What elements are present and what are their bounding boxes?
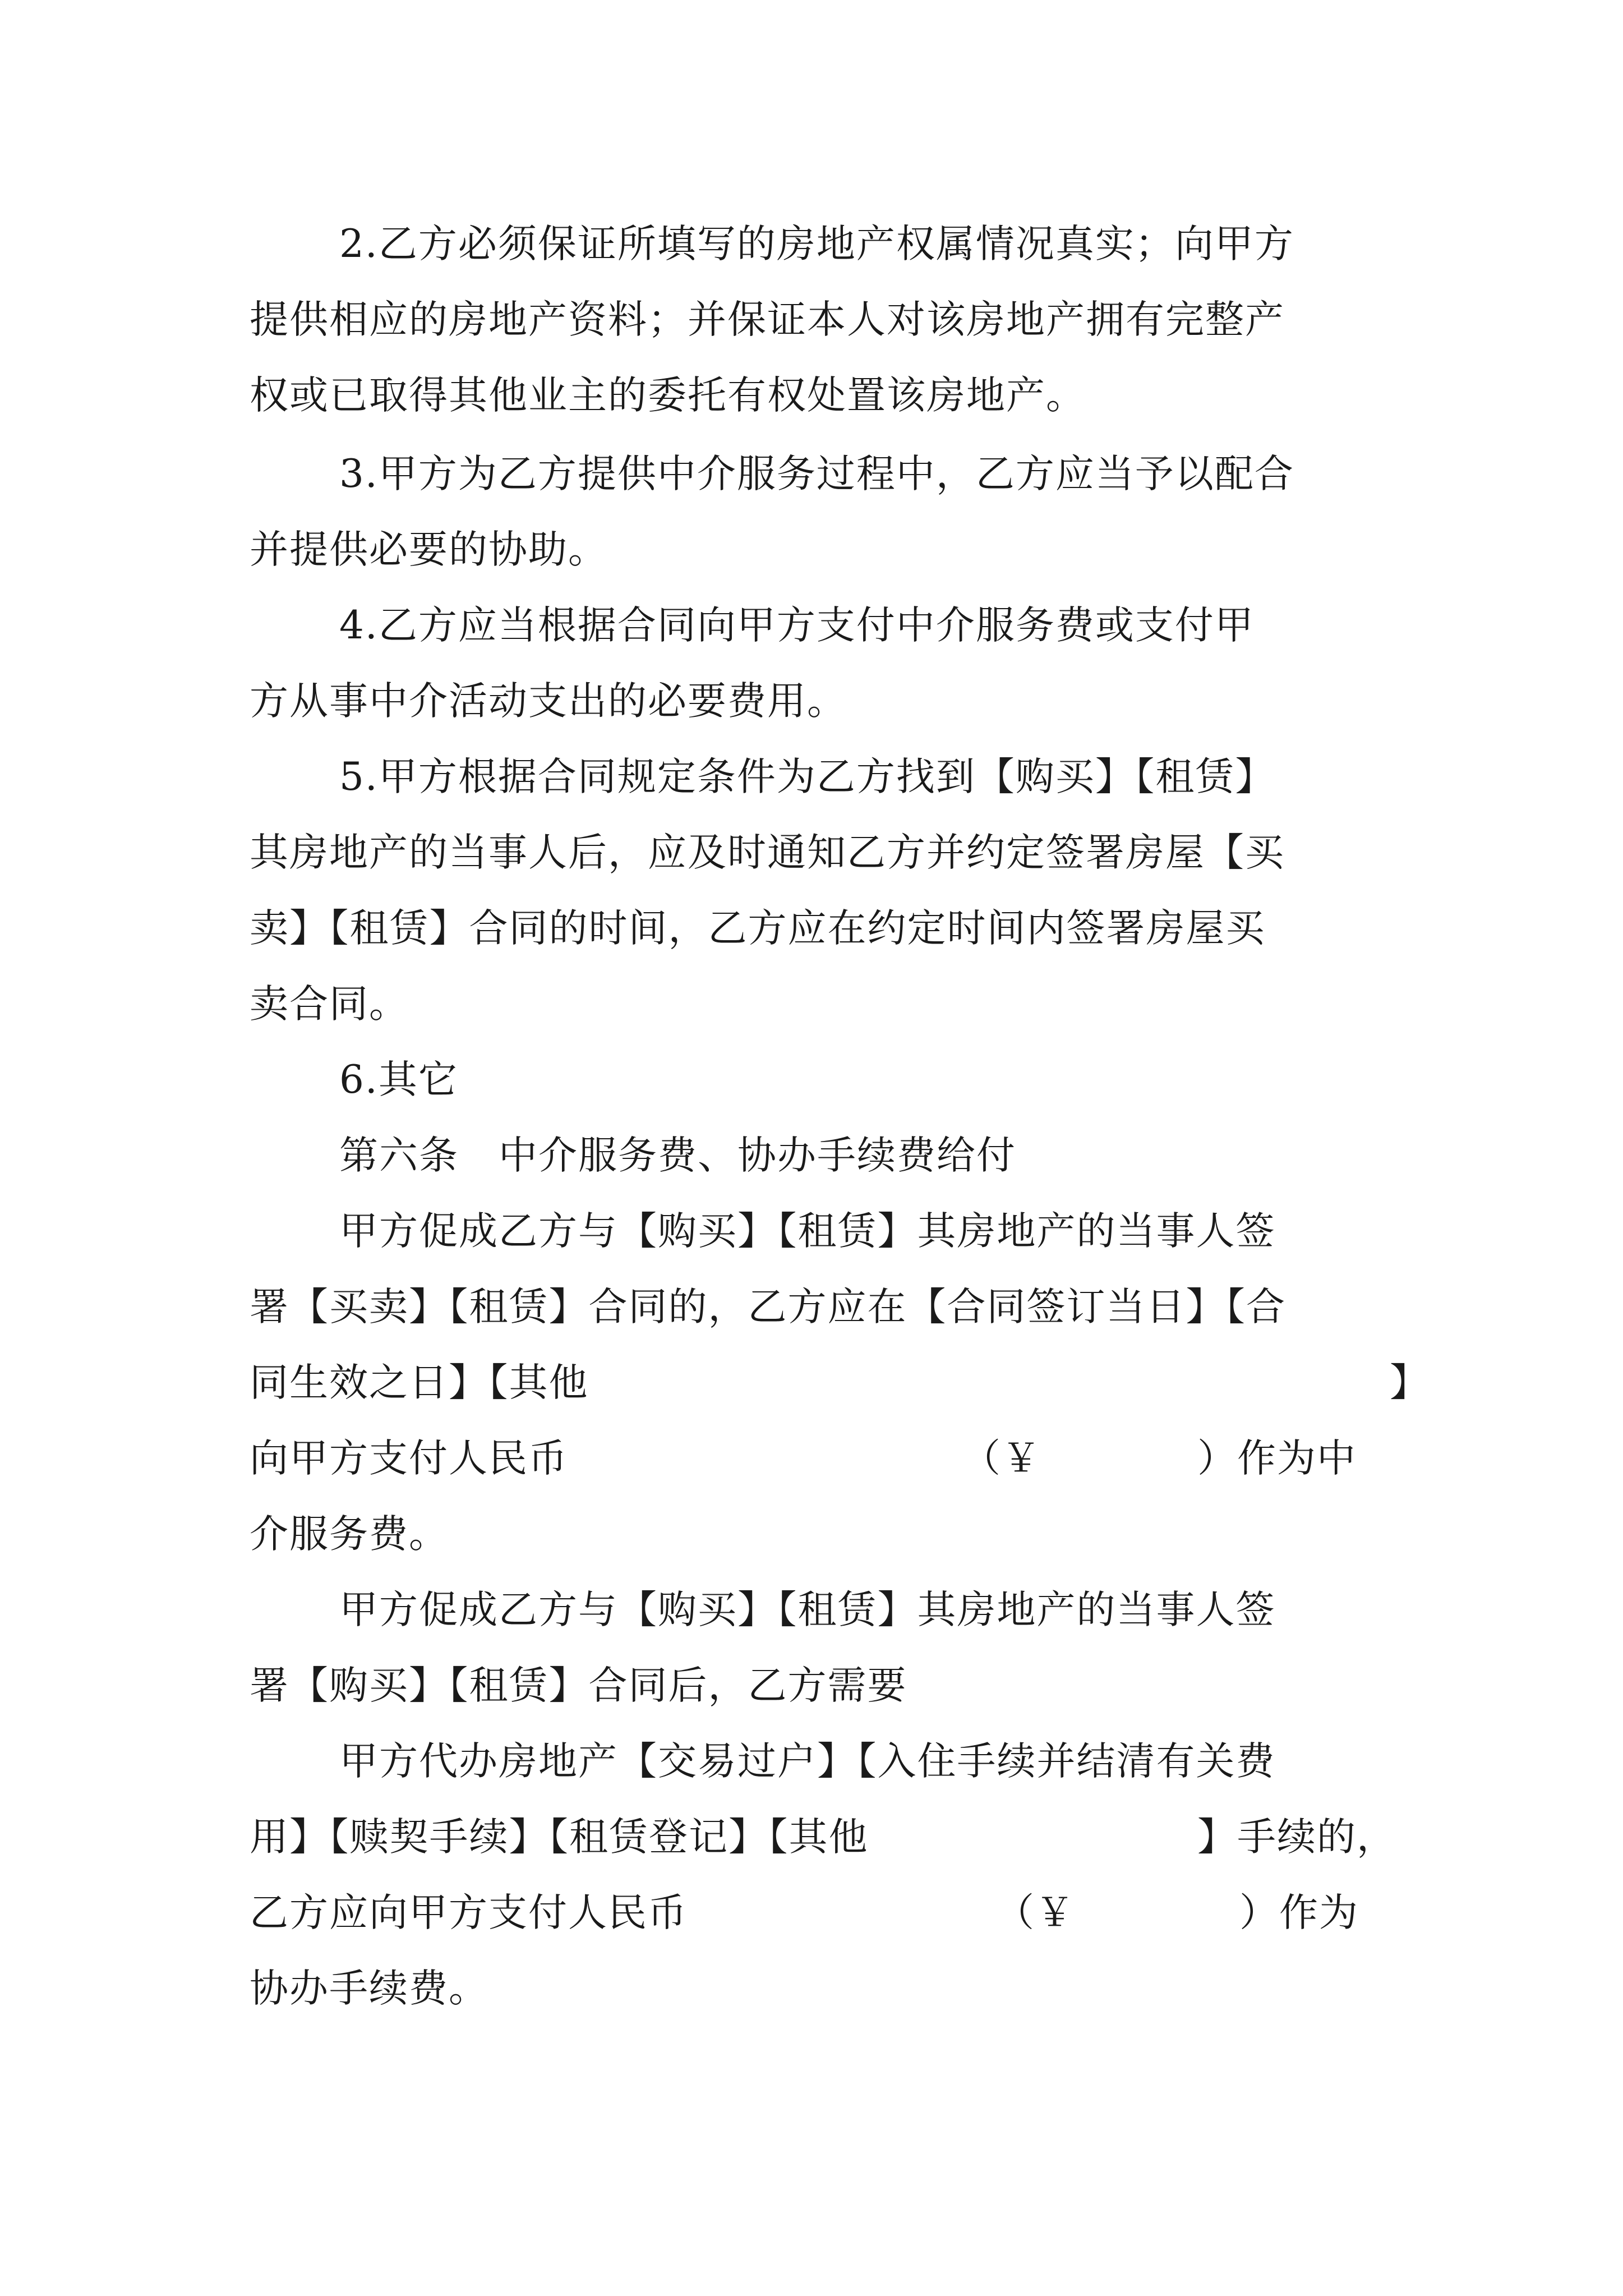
- clause-5-line-1: 5.甲方根据合同规定条件为乙方找到【购买】【租赁】: [339, 754, 1275, 799]
- fee-2-line-1: 甲方促成乙方与【购买】【租赁】其房地产的当事人签: [339, 1588, 1276, 1632]
- article-6-title: 第六条 中介服务费、协办手续费给付: [339, 1133, 1016, 1178]
- service-fee-line-3: 同生效之日】【其他: [250, 1360, 589, 1405]
- clause-2-line-2: 提供相应的房地产资料；并保证本人对该房地产拥有完整产: [250, 297, 1285, 342]
- assist-fee-amount-label: 乙方应向甲方支付人民币: [250, 1890, 688, 1935]
- service-fee-amount-suffix: ）作为中: [1197, 1436, 1357, 1481]
- clause-2-line-1: 2.乙方必须保证所填写的房地产权属情况真实；向甲方: [339, 222, 1294, 266]
- assist-fee-line-1: 甲方代办房地产【交易过户】【入住手续并结清有关费: [339, 1739, 1276, 1784]
- assist-fee-line-2: 用】【赎契手续】【租赁登记】【其他: [250, 1815, 869, 1860]
- clause-5-line-2: 其房地产的当事人后，应及时通知乙方并约定签署房屋【买: [250, 830, 1285, 875]
- clause-4-line-1: 4.乙方应当根据合同向甲方支付中介服务费或支付甲: [339, 603, 1255, 648]
- assist-fee-line-4: 协办手续费。: [250, 1966, 488, 2011]
- clause-6: 6.其它: [339, 1057, 458, 1102]
- clause-5-line-3: 卖】【租赁】合同的时间，乙方应在约定时间内签署房屋买: [250, 906, 1266, 951]
- service-fee-line-2: 署【买卖】【租赁】合同的，乙方应在【合同签订当日】【合: [250, 1285, 1286, 1329]
- service-fee-line-5: 介服务费。: [250, 1512, 449, 1557]
- clause-3-line-2: 并提供必要的协助。: [250, 527, 608, 572]
- fee-2-line-2: 署【购买】【租赁】合同后，乙方需要: [250, 1663, 907, 1708]
- service-fee-line-1: 甲方促成乙方与【购买】【租赁】其房地产的当事人签: [339, 1209, 1276, 1254]
- other-bracket-end: 】: [1390, 1360, 1428, 1405]
- assist-fee-line-2-end: 】手续的，: [1197, 1815, 1396, 1860]
- service-fee-yuan-open: （￥: [962, 1436, 1041, 1481]
- assist-fee-amount-suffix: ）作为: [1239, 1890, 1359, 1935]
- clause-5-line-4: 卖合同。: [250, 982, 409, 1027]
- assist-fee-yuan-open: （￥: [995, 1890, 1075, 1935]
- service-fee-amount-label: 向甲方支付人民币: [250, 1436, 568, 1481]
- clause-4-line-2: 方从事中介活动支出的必要费用。: [250, 679, 847, 724]
- clause-2-line-3: 权或已取得其他业主的委托有权处置该房地产。: [250, 373, 1086, 418]
- clause-3-line-1: 3.甲方为乙方提供中介服务过程中，乙方应当予以配合: [339, 452, 1294, 496]
